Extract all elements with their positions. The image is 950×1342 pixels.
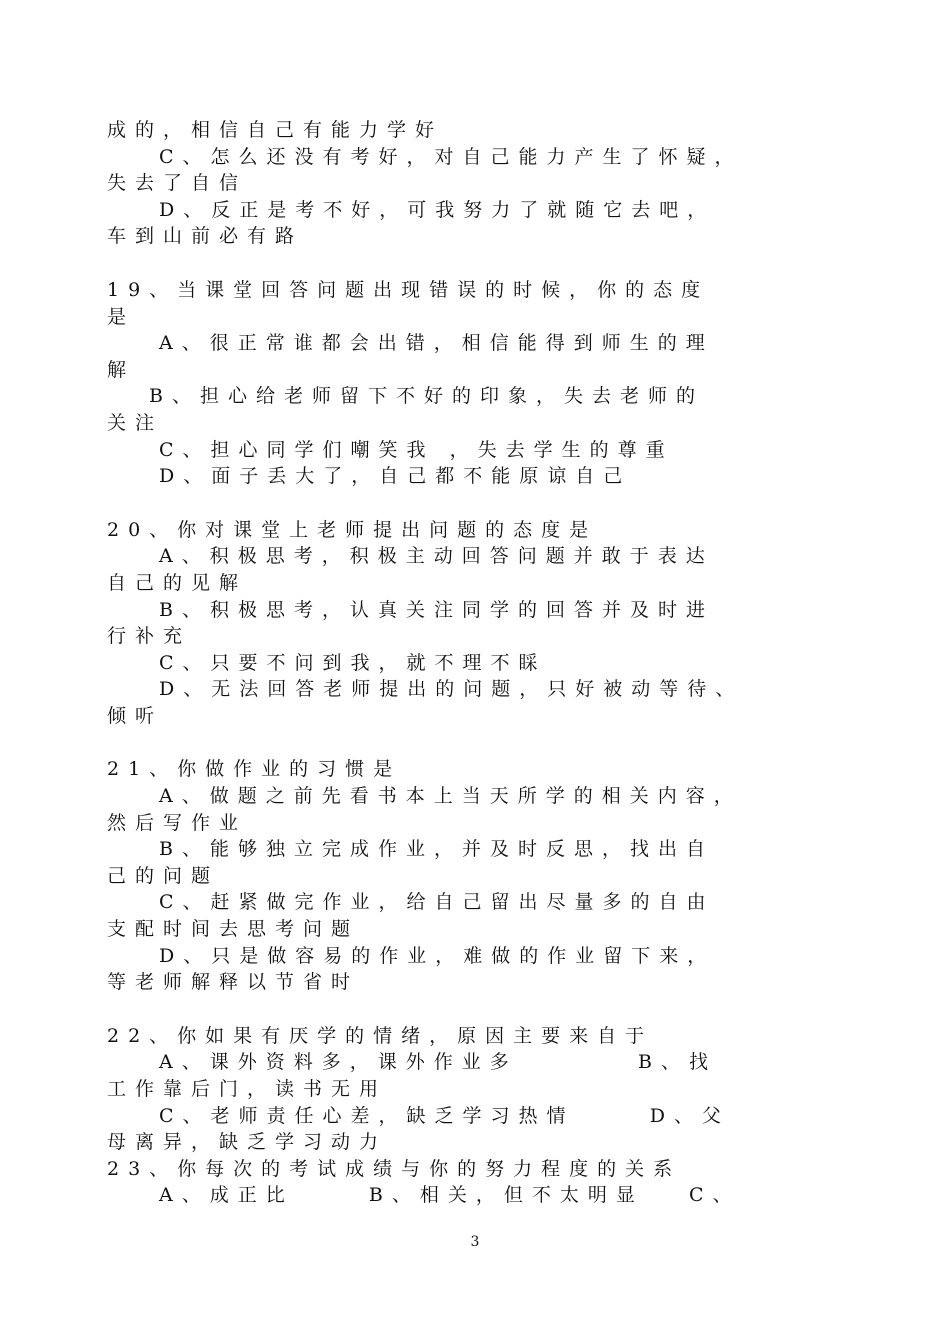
text-line: 支配时间去思考问题 (107, 918, 360, 941)
text-line: C、赶紧做完作业，给自己留出尽量多的自由 (159, 891, 715, 914)
text-line: C、只要不问到我，就不理不睬 (159, 651, 547, 674)
text-line: 失去了自信 (107, 172, 248, 195)
text-line: 21、你做作业的习惯是 (107, 758, 402, 781)
text-line: A、很正常谁都会出错，相信能得到师生的理 (159, 332, 714, 355)
text-line: 车到山前必有路 (107, 225, 304, 248)
text-line: B、担心给老师留下不好的印象，失去老师的 (149, 385, 704, 408)
text-line: A、积极思考，积极主动回答问题并敢于表达 (159, 545, 714, 568)
text-line: 工作靠后门，读书无用 (107, 1078, 388, 1100)
text-line: D、无法回答老师提出的问题，只好被动等待、 (159, 678, 744, 701)
document-body (107, 117, 867, 1209)
text-line: 等老师解释以节省时 (107, 971, 360, 994)
text-line: B、能够独立完成作业，并及时反思，找出自 (159, 838, 714, 861)
paragraph-gap (107, 250, 867, 277)
page-number: 3 (470, 1234, 480, 1250)
text-line: 成的，相信自己有能力学好 (107, 119, 444, 141)
text-line: D、反正是考不好，可我努力了就随它去吧， (159, 198, 716, 221)
text-line: C、担心同学们嘲笑我 ，失去学生的尊重 (159, 438, 674, 461)
text-line: 解 (107, 358, 136, 381)
text-line: A、课外资料多，课外作业多 B、找 (159, 1051, 718, 1074)
text-line: 是 (107, 305, 136, 328)
paragraph-gap (107, 996, 867, 1023)
text-line: 20、你对课堂上老师提出问题的态度是 (107, 518, 598, 541)
text-line: 母离异，缺乏学习动力 (107, 1131, 388, 1154)
text-line: 自己的见解 (107, 571, 248, 594)
text-line: B、积极思考，认真关注同学的回答并及时进 (159, 598, 714, 621)
text-line: A、做题之前先看书本上当天所学的相关内容， (159, 785, 742, 808)
text-line: 23、你每次的考试成绩与你的努力程度的关系 (107, 1157, 682, 1180)
text-line: D、只是做容易的作业，难做的作业留下来， (159, 944, 716, 967)
text-line: C、老师责任心差，缺乏学习热情 D、父 (159, 1104, 730, 1127)
text-line: 行补充 (107, 625, 192, 648)
text-line: 己的问题 (107, 864, 220, 887)
text-line: 倾听 (107, 704, 164, 727)
paragraph-gap (107, 729, 867, 756)
text-line: 22、你如果有厌学的情绪，原因主要来自于 (107, 1024, 654, 1047)
text-line: C、怎么还没有考好，对自己能力产生了怀疑， (159, 145, 743, 168)
text-line: D、面子丢大了，自己都不能原谅自己 (159, 465, 632, 488)
text-line: A、成正比 B、相关，但不太明显 C、 (159, 1184, 741, 1207)
text-line: 然后写作业 (107, 811, 248, 834)
paragraph-gap (107, 490, 867, 517)
text-line: 19、当课堂回答问题出现错误的时候，你的态度 (107, 278, 710, 301)
text-line: 关注 (107, 411, 164, 434)
